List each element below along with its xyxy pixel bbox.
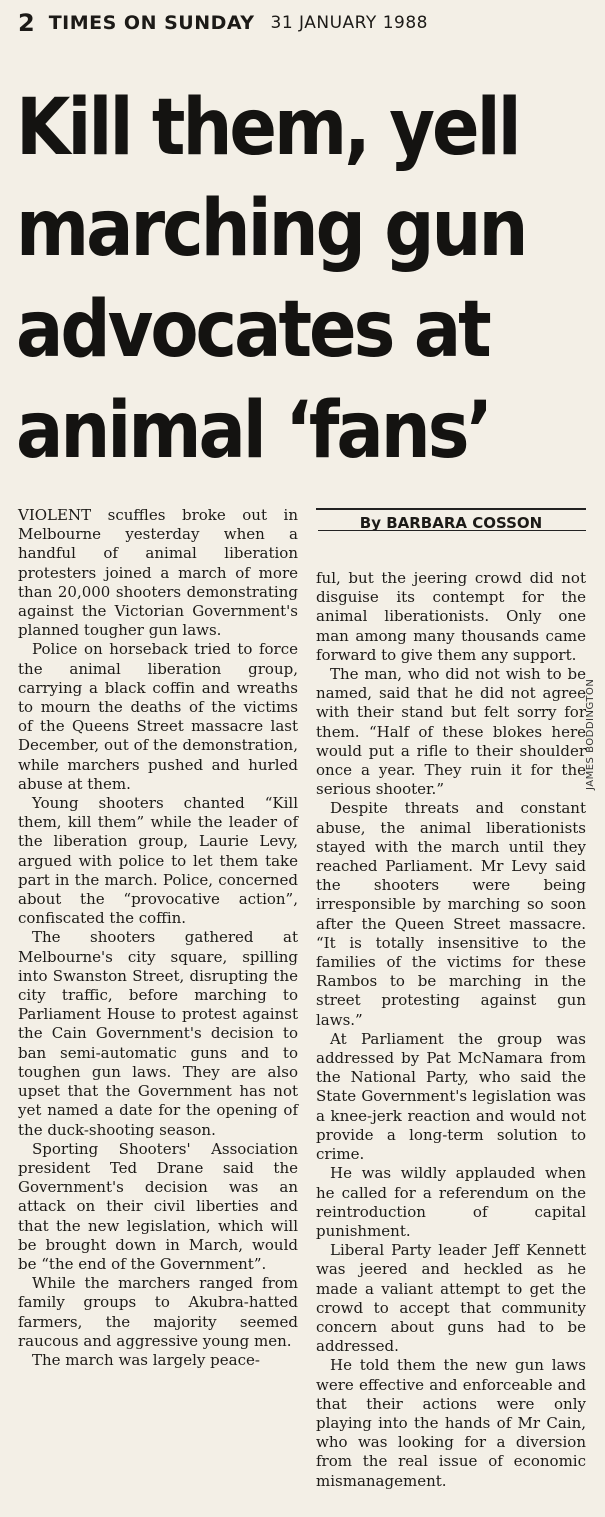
article-paragraph: He told them the new gun laws were effective and enforceable and that their actions were only playing into the hands of Mr Cain, who was looking for a diversion from the real issue of economic mismanagement. xyxy=(316,1356,586,1490)
article-paragraph: He was wildly applauded when he called for a referendum on the reintroduction of capital punishment. xyxy=(316,1164,586,1240)
article-paragraph: Police on horseback tried to force the animal liberation group, carrying a black coffin and wreaths to mourn the deaths of the victims of the Queens Street massacre last December, out of the demonstration, while marchers pushed and hurled abuse at them. xyxy=(18,640,298,793)
article-paragraph: Despite threats and constant abuse, the animal liberationists stayed with the march until they reached Parliament. Mr Levy said the shooters were being irresponsible by marching so soon after the Queen Street massacre. “It is totally insensitive to the families of the victims for these Rambos to be marching in the street protesting against gun laws.” xyxy=(316,799,586,1029)
article-paragraph: The man, who did not wish to be named, said that he did not agree with their stand but felt sorry for them. “Half of these blokes here would put a rifle to their shoulder once a year. They ruin it for the serious shooter.” xyxy=(316,665,586,799)
byline-rule xyxy=(318,530,586,531)
article-paragraph: The shooters gathered at Melbourne's city square, spilling into Swanston Street, disrupting the city traffic, before marching to Parliament House to protest against the Cain Government's decision to ban semi-automatic guns and to toughen gun laws. They are also upset that the Government has not yet named a date for the opening of the duck-shooting season. xyxy=(18,928,298,1139)
article-column-2 xyxy=(316,569,586,1491)
article-paragraph: While the marchers ranged from family groups to Akubra-hatted farmers, the majority seemed raucous and aggressive young men. xyxy=(18,1274,298,1350)
headline-line: Kill them, yell xyxy=(16,83,519,173)
byline: By BARBARA COSSON xyxy=(316,508,586,532)
newspaper-name: TIMES ON SUNDAY xyxy=(48,12,255,34)
photo-credit: JAMES BODDINGTON xyxy=(585,678,596,790)
article-paragraph: At Parliament the group was addressed by Pat McNamara from the National Party, who said the State Government's legislation was a knee-jerk reaction and would not provide a long-term solution to crime. xyxy=(316,1029,586,1164)
headline-line: animal ‘fans’ xyxy=(16,386,491,476)
article-paragraph: Sporting Shooters' Association president Ted Drane said the Government's decision was an attack on their civil liberties and that the new legislation, which will be brought down in March, would be “the end of the Government”. xyxy=(18,1139,298,1273)
article-paragraph: The march was largely peace- xyxy=(32,1350,260,1369)
headline-line: marching gun xyxy=(16,184,526,274)
article-paragraph: VIOLENT scuffles broke out in Melbourne yesterday when a handful of animal liberation protesters joined a march of more than 20,000 shooters demonstrating against the Victorian Government's planned tougher gun laws. xyxy=(18,506,298,640)
headline-line: advocates at xyxy=(16,285,489,375)
headline xyxy=(16,78,596,482)
article-paragraph: ful, but the jeering crowd did not disguise its contempt for the animal liberationists. Only one man among many thousands came forward to give them any support. xyxy=(316,569,586,664)
article-paragraph: Liberal Party leader Jeff Kennett was jeered and heckled as he made a valiant attempt to get the crowd to accept that community concern about guns had to be addressed. xyxy=(316,1241,586,1356)
page-header xyxy=(18,8,598,38)
page-number: 2 xyxy=(18,9,35,37)
article-paragraph: Young shooters chanted “Kill them, kill them” while the leader of the liberation group, Laurie Levy, argued with police to let them take part in the march. Police, concerned about the “provocative action”, confiscated the coffin. xyxy=(18,794,298,928)
article-column-1 xyxy=(18,506,298,1370)
issue-date: 31 JANUARY 1988 xyxy=(270,13,428,33)
